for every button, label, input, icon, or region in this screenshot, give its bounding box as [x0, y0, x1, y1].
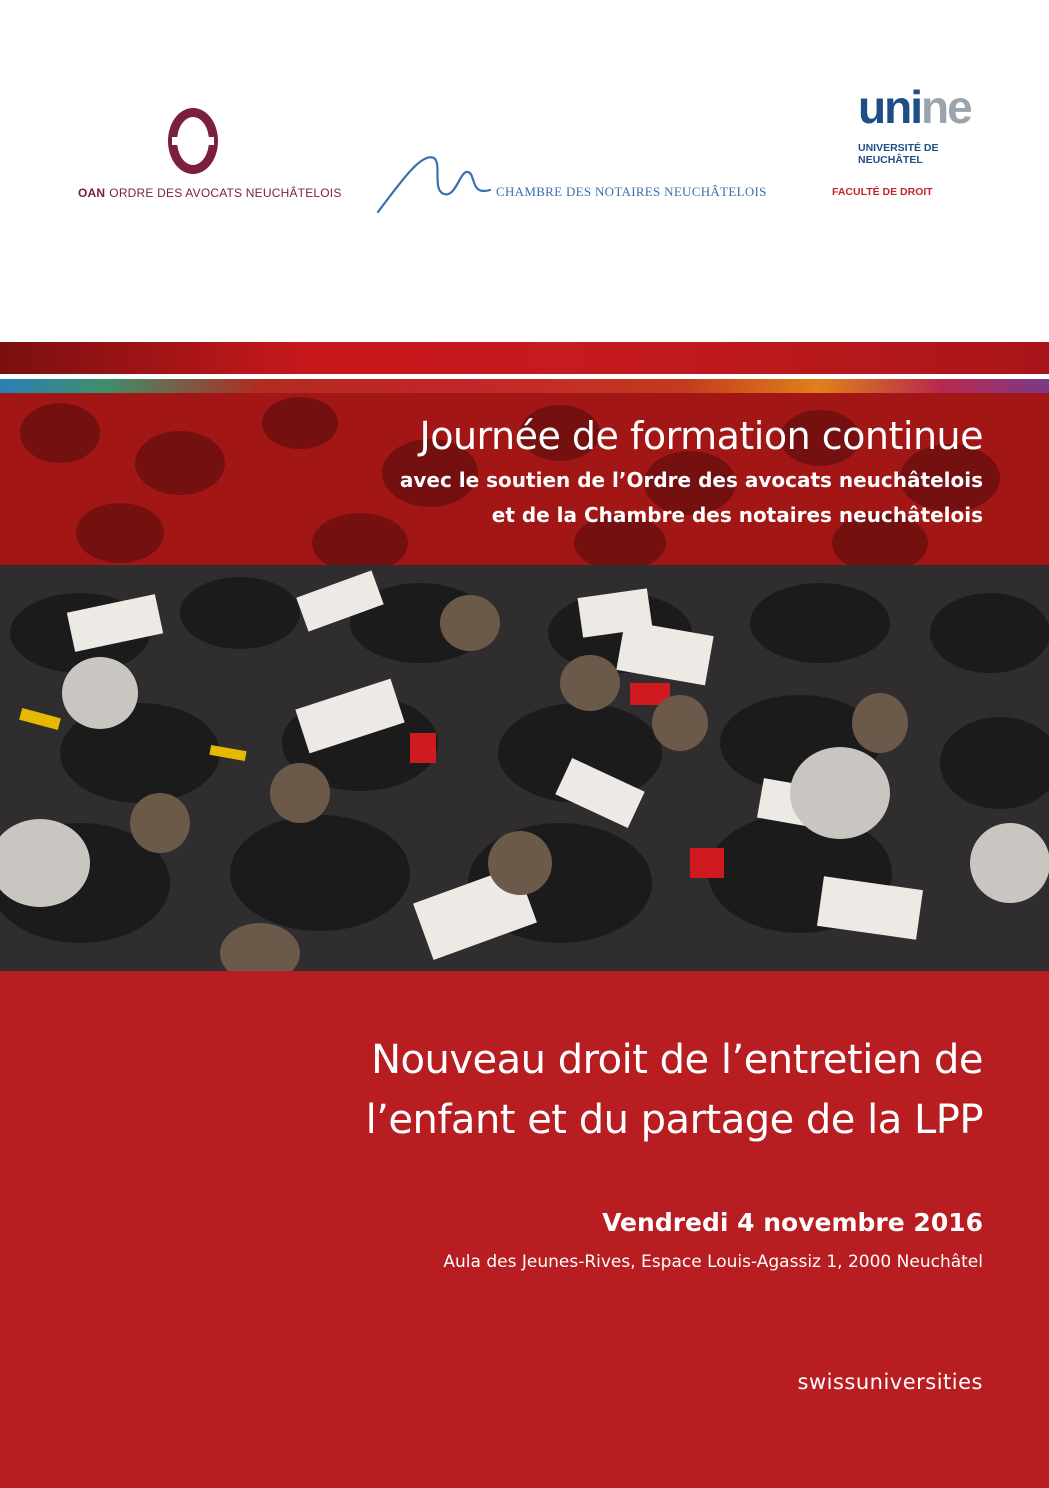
event-title-line1: Nouveau droit de l’entretien de	[371, 1037, 983, 1083]
banner-red-strip	[0, 342, 1049, 374]
banner-spectrum-strip	[0, 379, 1049, 393]
logo-header	[0, 0, 1049, 340]
support-line-2: et de la Chambre des notaires neuchâtelois	[491, 503, 983, 527]
oan-abbr: OAN	[78, 186, 106, 200]
support-line-1: avec le soutien de l’Ordre des avocats neuchâtelois	[399, 468, 983, 492]
oan-name: ORDRE DES AVOCATS NEUCHÂTELOIS	[109, 186, 342, 200]
unine-wordmark	[858, 82, 971, 132]
chambre-logo-text: CHAMBRE DES NOTAIRES NEUCHÂTELOIS	[496, 184, 767, 199]
unine-word-a: uni	[858, 81, 921, 133]
swissuniversities-logo: swissuniversities	[797, 1370, 983, 1394]
chambre-swirl-icon	[372, 150, 496, 216]
oan-logo	[78, 104, 342, 204]
page-title: Journée de formation continue	[419, 414, 983, 458]
unine-sub-line2: NEUCHÂTEL	[858, 154, 923, 166]
event-title	[183, 1030, 983, 1150]
unine-sub-line1: UNIVERSITÉ DE	[858, 142, 939, 154]
event-date: Vendredi 4 novembre 2016	[602, 1208, 983, 1237]
chambre-logo	[372, 150, 772, 220]
oan-emblem-bar	[172, 137, 214, 145]
unine-subtitle	[858, 142, 939, 166]
unine-word-b: ne	[920, 81, 971, 133]
event-title-line2: l’enfant et du partage de la LPP	[365, 1097, 983, 1143]
oan-logo-text	[78, 186, 342, 200]
unine-logo	[832, 81, 1008, 202]
event-venue: Aula des Jeunes-Rives, Espace Louis-Agassiz 1, 2000 Neuchâtel	[443, 1252, 983, 1272]
faculty-label: FACULTÉ DE DROIT	[832, 186, 933, 198]
